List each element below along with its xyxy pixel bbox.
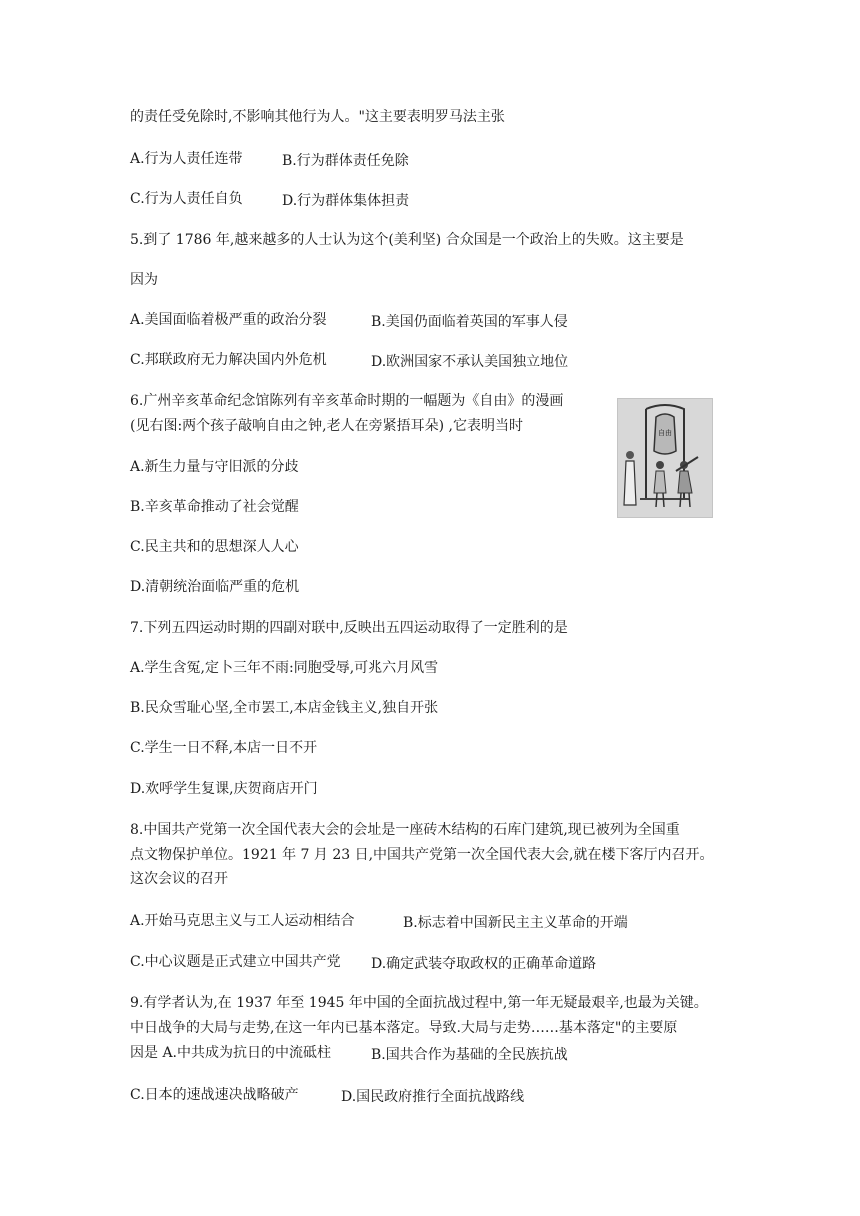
q9-option-d: D.国民政府推行全面抗战路线 — [341, 1089, 525, 1105]
q4-option-a: A.行为人责任连带 — [130, 151, 243, 167]
q7-option-c: C.学生一日不释,本店一日不开 — [130, 740, 318, 756]
q6-stem-line1: 6.广州辛亥革命纪念馆陈列有辛亥革命时期的一幅题为《自由》的漫画 — [130, 393, 564, 409]
q5-option-d: D.欧洲国家不承认美国独立地位 — [371, 354, 569, 370]
q8-option-c: C.中心议题是正式建立中国共产党 — [130, 954, 341, 970]
q5-stem-line1: 5.到了 1786 年,越来越多的人士认为这个(美利坚) 合众国是一个政治上的失败。这主要是 — [130, 232, 684, 248]
q7-stem: 7.下列五四运动时期的四副对联中,反映出五四运动取得了一定胜利的是 — [130, 620, 568, 636]
q5-option-b: B.美国仍面临着英国的军事人侵 — [371, 314, 568, 330]
q4-option-d: D.行为群体集体担责 — [282, 193, 410, 209]
q8-option-d: D.确定武装夺取政权的正确革命道路 — [371, 956, 597, 972]
q5-option-a: A.美国面临着极严重的政治分裂 — [130, 312, 327, 328]
q6-option-c: C.民主共和的思想深人人心 — [130, 539, 299, 555]
freedom-bell-cartoon — [617, 398, 713, 518]
q7-option-a: A.学生含冤,定卜三年不雨:同胞受辱,可兆六月风雪 — [130, 660, 439, 676]
q9-option-a: 因是 A.中共成为抗日的中流砥柱 — [130, 1045, 332, 1061]
q6-stem-line2: (见右图:两个孩子敲响自由之钟,老人在旁紧捂耳朵) ,它表明当时 — [130, 418, 523, 434]
q9-option-b: B.国共合作为基础的全民族抗战 — [371, 1047, 568, 1063]
q9-stem-line2: 中日战争的大局与走势,在这一年内已基本落定。导致.大局与走势……基本落定"的主要原 — [130, 1020, 678, 1036]
q4-option-b: B.行为群体责任免除 — [282, 153, 409, 169]
q8-option-a: A.开始马克思主义与工人运动相结合 — [130, 913, 355, 929]
q6-option-b: B.辛亥革命推动了社会觉醒 — [130, 499, 299, 515]
q7-option-b: B.民众雪耻心坚,全市罢工,本店金钱主义,独自开张 — [130, 700, 439, 716]
q4-stem-tail: 的责任受免除时,不影响其他行为人。"这主要表明罗马法主张 — [130, 109, 505, 125]
q6-option-a: A.新生力量与守旧派的分歧 — [130, 459, 299, 475]
q8-stem-line3: 这次会议的召开 — [130, 871, 228, 887]
q9-option-c: C.日本的速战速决战略破产 — [130, 1087, 299, 1103]
q5-option-c: C.邦联政府无力解决国内外危机 — [130, 352, 327, 368]
q4-option-c: C.行为人责任自负 — [130, 191, 243, 207]
q9-stem-line1: 9.有学者认为,在 1937 年至 1945 年中国的全面抗战过程中,第一年无疑最艰辛,也最为关键。 — [130, 995, 708, 1011]
q7-option-d: D.欢呼学生复课,庆贺商店开门 — [130, 781, 318, 797]
q8-option-b: B.标志着中国新民主主义革命的开端 — [403, 915, 628, 931]
q6-option-d: D.清朝统治面临严重的危机 — [130, 579, 300, 595]
q5-stem-line2: 因为 — [130, 272, 158, 288]
bell-label: 自由 — [658, 429, 672, 437]
q8-stem-line2: 点文物保护单位。1921 年 7 月 23 日,中国共产党第一次全国代表大会,就在楼下客厅内召开。 — [130, 847, 714, 863]
q8-stem-line1: 8.中国共产党第一次全国代表大会的会址是一座砖木结构的石库门建筑,现已被列为全国重 — [130, 822, 680, 838]
